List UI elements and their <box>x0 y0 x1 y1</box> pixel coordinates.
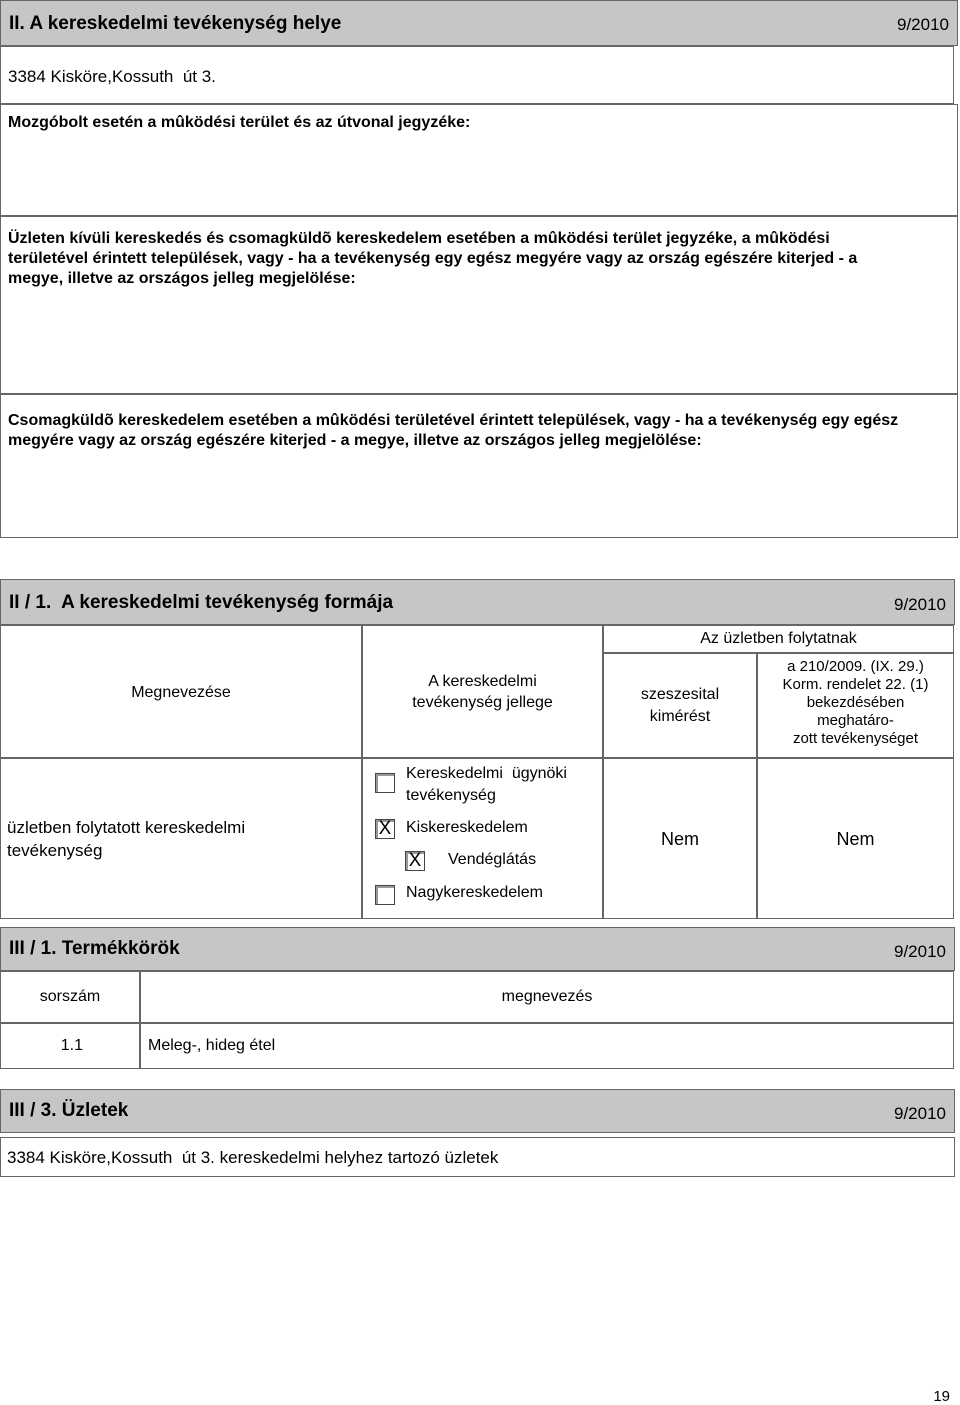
section-iii-3-title: III / 3. Üzletek <box>9 1100 129 1121</box>
row-name-line2: tevékenység <box>7 841 103 860</box>
package-trade-label: Csomagküldõ kereskedelem esetében a mûködési területével érintett települések, vagy - ha a tevékenység egy egész megyére vagy az ország egészére kiterjed - a megye, illetve az országos jelleg megjelölése: <box>8 412 899 449</box>
col-product-header-cell <box>140 971 954 1023</box>
col-decree-header-cell <box>757 653 954 758</box>
product-row-name-cell <box>140 1023 954 1069</box>
group-header-cell <box>603 625 954 653</box>
retail-checkbox[interactable]: X <box>375 819 395 839</box>
col-name-header-cell <box>0 625 362 758</box>
section-iii-1-header <box>0 927 955 971</box>
product-row-no-cell <box>0 1023 140 1069</box>
agent-label-line2: tevékenység <box>406 787 496 804</box>
address-box <box>0 46 954 104</box>
product-row-name: Meleg-, hideg étel <box>148 1037 276 1054</box>
section-ii-date: 9/2010 <box>897 15 949 34</box>
section-ii-title: II. A kereskedelmi tevékenység helye <box>9 13 342 34</box>
col-decree-header-line4: meghatáro- <box>817 712 894 729</box>
row-decree-cell <box>757 758 954 919</box>
section-iii-3-date: 9/2010 <box>894 1104 946 1123</box>
alcohol-value: Nem <box>660 829 699 849</box>
section-iii-3-header <box>0 1089 955 1133</box>
col-product-header: megnevezés <box>501 988 593 1005</box>
col-decree-header-line1: a 210/2009. (IX. 29.) <box>787 658 924 675</box>
retail-label: Kiskereskedelem <box>406 819 528 836</box>
col-no-header: sorszám <box>39 988 101 1005</box>
agent-checkbox[interactable] <box>375 773 395 793</box>
section-ii-1-date: 9/2010 <box>894 595 946 614</box>
address-text: 3384 Kisköre,Kossuth út 3. <box>8 67 216 86</box>
group-header: Az üzletben folytatnak <box>700 630 857 647</box>
hospitality-label: Vendéglátás <box>448 851 537 868</box>
outside-trade-box <box>0 216 958 394</box>
row-name-cell <box>0 758 362 919</box>
row-alcohol-cell <box>603 758 757 919</box>
row-name-line1: üzletben folytatott kereskedelmi <box>7 818 246 837</box>
col-no-header-cell <box>0 971 140 1023</box>
page-number: 19 <box>933 1388 950 1405</box>
col-decree-header-line3: bekezdésében <box>806 694 905 711</box>
section-ii-1-header <box>0 579 955 625</box>
product-row-no: 1.1 <box>60 1037 83 1054</box>
hospitality-checkbox[interactable]: X <box>405 851 425 871</box>
section-ii-1-title: II / 1. A kereskedelmi tevékenység formája <box>9 592 394 613</box>
col-decree-header-line2: Korm. rendelet 22. (1) <box>782 676 929 693</box>
col-type-header-line1: A kereskedelmi <box>428 673 537 690</box>
outside-trade-label: Üzleten kívüli kereskedés és csomagküldõ kereskedelem esetében a mûködési terület jegyzéke, a mûködési területével érintett települések, vagy - ha a tevékenység egy egész megyére vagy az ország egészére kiterjed - a megye, illetve az országos jelleg megjelölése: <box>8 230 858 287</box>
decree-value: Nem <box>836 829 875 849</box>
mobile-route-label: Mozgóbolt esetén a mûködési terület és az útvonal jegyzéke: <box>8 114 471 131</box>
col-alcohol-header-cell <box>603 653 757 758</box>
section-iii-1-date: 9/2010 <box>894 942 946 961</box>
col-type-header-cell <box>362 625 603 758</box>
wholesale-checkbox[interactable] <box>375 885 395 905</box>
mobile-route-box <box>0 104 958 216</box>
row-type-cell <box>362 758 603 919</box>
section-ii-header <box>0 0 958 46</box>
col-alcohol-header-line2: kimérést <box>649 708 711 725</box>
col-alcohol-header-line1: szeszesital <box>640 686 720 703</box>
package-trade-box <box>0 394 958 538</box>
wholesale-label: Nagykereskedelem <box>406 884 543 901</box>
agent-label-line1: Kereskedelmi ügynöki <box>406 765 567 782</box>
col-name-header: Megnevezése <box>131 684 231 701</box>
shops-box <box>0 1137 955 1177</box>
col-type-header-line2: tevékenység jellege <box>412 694 553 711</box>
section-iii-1-title: III / 1. Termékkörök <box>9 938 180 959</box>
shops-text: 3384 Kisköre,Kossuth út 3. kereskedelmi helyhez tartozó üzletek <box>7 1148 499 1167</box>
col-decree-header-line5: zott tevékenységet <box>792 730 919 747</box>
